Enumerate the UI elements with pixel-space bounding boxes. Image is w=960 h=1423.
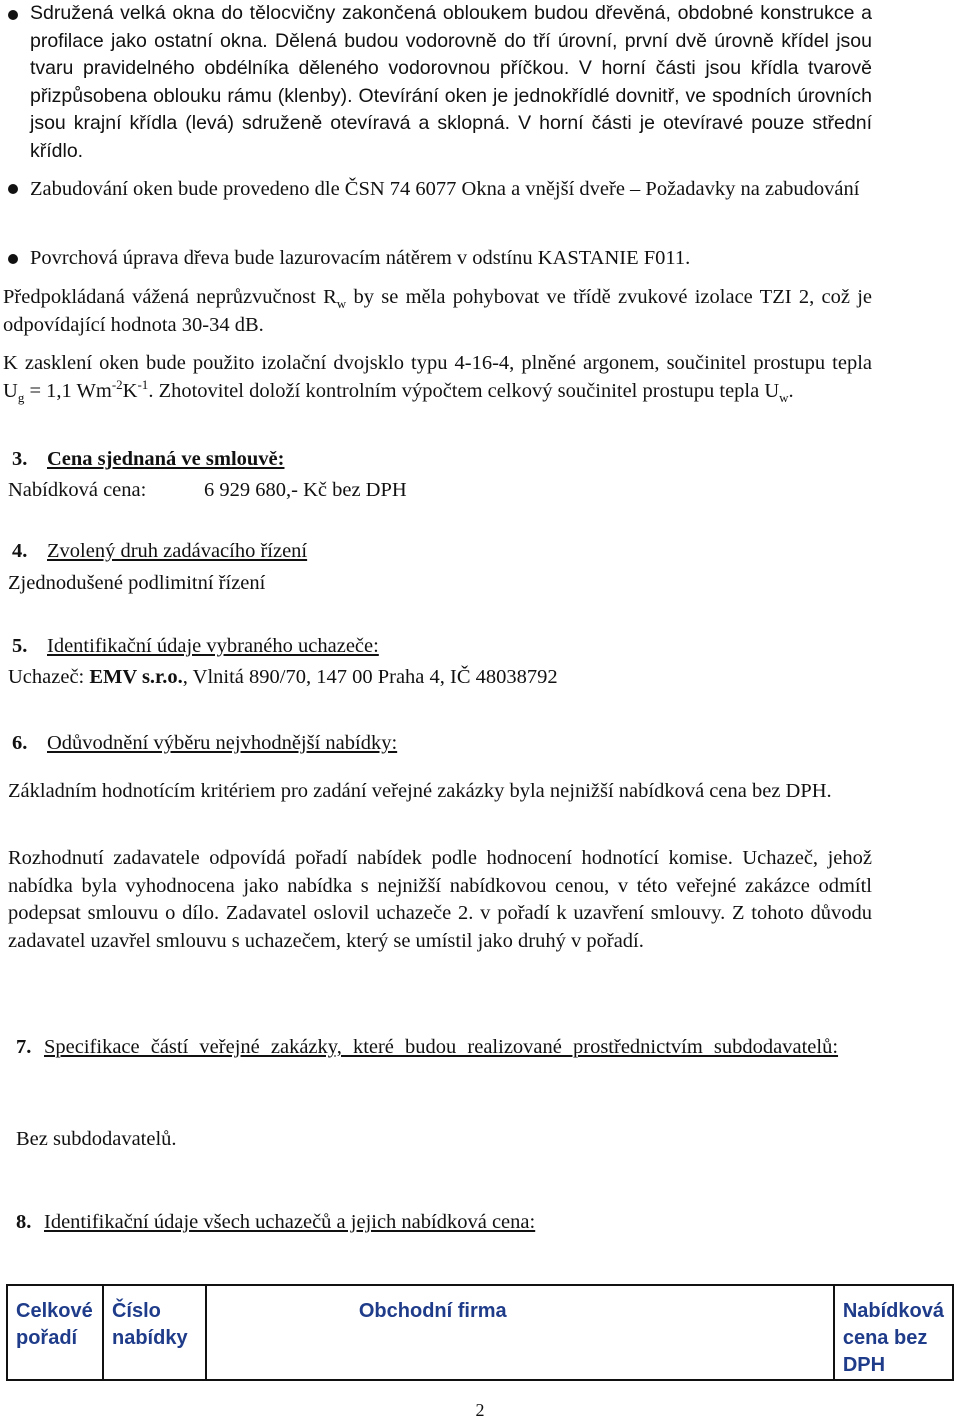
section-6-paragraph-1: Základním hodnotícím kritériem pro zadání veřejné zakázky byla nejnižší nabídková cena bez DPH. <box>8 780 832 802</box>
section-7-heading: 7. Specifikace částí veřejné zakázky, které budou realizované prostřednictvím subdodavatelů: <box>16 1036 839 1058</box>
section-3-heading: 3. Cena sjednaná ve smlouvě: <box>12 448 285 470</box>
procurement-type: Zjednodušené podlimitní řízení <box>8 572 266 594</box>
bullet-text-installation: Zabudování oken bude provedeno dle ČSN 74 6077 Okna a vnější dveře – Požadavky na zabudování <box>30 178 860 200</box>
bullet-dot <box>8 184 18 194</box>
section-5-heading: 5. Identifikační údaje vybraného uchazeče: <box>12 635 379 657</box>
bidder-company: EMV s.r.o. <box>89 666 183 688</box>
section-8-title: Identifikační údaje všech uchazečů a jejich nabídková cena: <box>44 1211 536 1233</box>
paragraph-glazing: K zasklení oken bude použito izolační dvojsklo typu 4-16-4, plněné argonem, součinitel prostupu tepla $U_g = 1,1$ $Wm^{-2}K^{-1}$. Zhotovitel doloží kontrolním výpočtem celkový součinitel prostupu tepla $U_w$. <box>3 352 872 405</box>
section-5-title: Identifikační údaje vybraného uchazeče: <box>47 635 379 657</box>
bullet-dot <box>8 254 18 264</box>
header-offer-number: Číslo nabídky <box>103 1285 206 1380</box>
header-offer-price: Nabídková cena bez DPH <box>834 1285 953 1380</box>
header-overall-rank: Celkové pořadí <box>7 1285 103 1380</box>
table-header-row <box>7 1285 953 1380</box>
offer-price-label: Nabídková cena: <box>8 479 147 501</box>
section-6-title: Odůvodnění výběru nejvhodnější nabídky: <box>47 732 398 754</box>
section-6-heading: 6. Odůvodnění výběru nejvhodnější nabídky: <box>12 732 398 754</box>
bidders-table <box>6 1284 954 1381</box>
section-4-title: Zvolený druh zadávacího řízení <box>47 540 308 562</box>
section-8-heading: 8. Identifikační údaje všech uchazečů a jejich nabídková cena: <box>16 1211 536 1233</box>
bullet-text-windows: Sdružená velká okna do tělocvičny zakončená obloukem budou dřevěná, obdobné konstrukce a profilace jako ostatní okna. Dělená budou vodorovně do tří úrovní, první dvě úrovně křídel jsou tvaru pravidelného obdélníka děleného vodorovnou příčkou. V horní části jsou křídla tvarově přizpůsobena oblouku rámu (klenby). Otevírání oken je jednokřídlé dovnitř, ve spodních úrovních jsou krajní křídla (levá) sdruženě otevíravá a sklopná. V horní části je otevíravé pouze střední křídlo. <box>30 2 872 162</box>
page-number: 2 <box>475 1400 485 1420</box>
selected-bidder: Uchazeč: EMV s.r.o., Vlnitá 890/70, 147 00 Praha 4, IČ 48038792 <box>8 666 558 688</box>
offer-price-value: 6 929 680,- Kč bez DPH <box>204 479 407 501</box>
subcontractors-text: Bez subdodavatelů. <box>16 1128 177 1150</box>
section-6-paragraph-2: Rozhodnutí zadavatele odpovídá pořadí nabídek podle hodnocení hodnotící komise. Uchazeč, jehož nabídka byla vyhodnocena jako nabídka s nejnižší nabídkovou cenou, v této veřejné zakázce odmítl podepsat smlouvu o dílo. Zadavatel oslovil uchazeče 2. v pořadí k uzavření smlouvy. Z tohoto důvodu zadavatel uzavřel smlouvu s uchazečem, který se umístil jako druhý v pořadí. <box>8 847 872 952</box>
bullet-text-surface: Povrchová úprava dřeva bude lazurovacím nátěrem v odstínu KASTANIE F011. <box>30 247 691 269</box>
paragraph-sound-insulation: Předpokládaná vážená neprůzvučnost $R_w$ by se měla pohybovat ve třídě zvukové izolace TZI 2, což je odpovídající hodnota 30-34 dB. <box>3 286 872 336</box>
section-3-title: Cena sjednaná ve smlouvě: <box>47 448 285 470</box>
section-4-heading: 4. Zvolený druh zadávacího řízení <box>12 540 308 562</box>
section-7-title: Specifikace částí veřejné zakázky, které budou realizované prostřednictvím subdodavatelů: <box>44 1036 839 1058</box>
header-company-name: Obchodní firma <box>206 1285 834 1380</box>
bullet-dot <box>8 10 18 20</box>
